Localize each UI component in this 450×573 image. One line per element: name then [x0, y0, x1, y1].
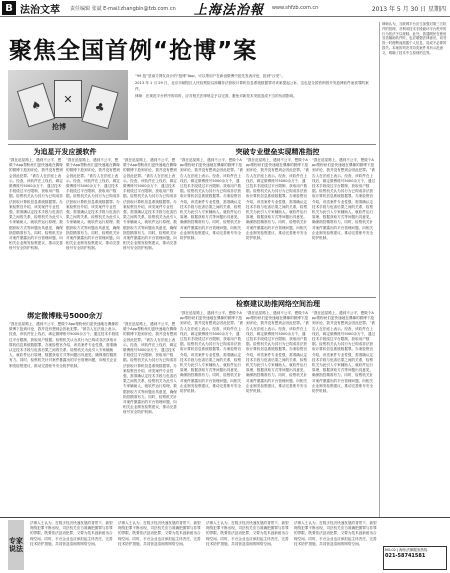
body-column: “我在追星路上，遇到不公平，想做个App帮粉丝们更快速地在偶像的微博下抢到评论，我并没有想到会因此犯罪。”被告人在法庭上表示。经查，该软件在上线后，绑定微博账号5000余万个，通过技术手段绕过平台限制，获取用户数据。检察机关认为其行为已构成非法获取计算机信息系统数据罪。办案检察官介绍，该类案件专业性强，需准确认定技术手段与危害后果之间的关系，检察机关为此引入专家辅助人，就软件运行原理、数据获取方式等问题出具意见，确保指控精准有力。同时，检察机关针对案件暴露出的平台管理问题，向相关企业制发检察建议，推动完善账号安全防护机制。: [123, 322, 177, 415]
article-title: 聚焦全国首例“抢博”案: [9, 38, 258, 64]
expert-label: 说法: [9, 545, 23, 553]
body-column: “我在追星路上，遇到不公平，想做个App帮粉丝们更快速地在偶像的微博下抢到评论，我并没有想到会因此犯罪。”被告人在法庭上表示。经查，该软件在上线后，绑定微博账号5000余万个，通过技术手段绕过平台限制，获取用户数据。检察机关认为其行为已构成非法获取计算机信息系统数据罪。办案检察官介绍，该类案件专业性强，需准确认定技术手段与危害后果之间的关系，检察机关为此引入专家辅助人，就软件运行原理、数据获取方式等问题出具意见，确保指控精准有力。同时，检察机关针对案件暴露出的平台管理问题，向相关企业制发检察建议，推动完善账号安全防护机制。: [246, 311, 309, 394]
lead-paragraph: “99 抢”是南方网友设计的“抢博”App，可以帮用户在新浪微博中抢先发表评论，抢到“沙发”。: [135, 74, 285, 78]
edition-badge: B: [2, 1, 16, 15]
body-column: “我在追星路上，遇到不公平，想做个App帮粉丝们更快速地在偶像的微博下抢到评论，我并没有想到会因此犯罪。”被告人在法庭上表示。经查，该软件在上线后，绑定微博账号5000余万个，通过技术手段绕过平台限制，获取用户数据。检察机关认为其行为已构成非法获取计算机信息系统数据罪。办案检察官介绍，该类案件专业性强，需准确认定技术手段与危害后果之间的关系，检察机关为此引入专家辅助人，就软件运行原理、数据获取方式等问题出具意见，确保指控精准有力。同时，检察机关针对案件暴露出的平台管理问题，向相关企业制发检察建议，推动完善账号安全防护机制。: [66, 158, 120, 251]
body-column: “我在追星路上，遇到不公平，想做个App帮粉丝们更快速地在偶像的微博下抢到评论，我并没有想到会因此犯罪。”被告人在法庭上表示。经查，该软件在上线后，绑定微博账号5000余万个，通过技术手段绕过平台限制，获取用户数据。检察机关认为其行为已构成非法获取计算机信息系统数据罪。办案检察官介绍，该类案件专业性强，需准确认定技术手段与危害后果之间的关系，检察机关为此引入专家辅助人，就软件运行原理、数据获取方式等问题出具意见，确保指控精准有力。同时，检察机关针对案件暴露出的平台管理问题，向相关企业制发检察建议，推动完善账号安全防护机制。: [9, 322, 119, 368]
expert-label: 专家: [9, 537, 23, 545]
issue-date: 2013 年 5 月 30 日 星期四: [371, 5, 446, 13]
section-title: 突破专业壁垒实现精准指控: [235, 148, 320, 156]
lead-paragraph: 律师：在规范平台秩序的同时，应对相关法律规定予以完善，避免对新技术发展造成不当的负面影响。: [135, 94, 297, 98]
right-column: [382, 22, 448, 517]
body-column: “我在追星路上，遇到不公平，想做个App帮粉丝们更快速地在偶像的微博下抢到评论，我并没有想到会因此犯罪。”被告人在法庭上表示。经查，该软件在上线后，绑定微博账号5000余万个，通过技术手段绕过平台限制，获取用户数据。检察机关认为其行为已构成非法获取计算机信息系统数据罪。办案检察官介绍，该类案件专业性强，需准确认定技术手段与危害后果之间的关系，检察机关为此引入专家辅助人，就软件运行原理、数据获取方式等问题出具意见，确保指控精准有力。同时，检察机关针对案件暴露出的平台管理问题，向相关企业制发检察建议，推动完善账号安全防护机制。: [312, 311, 376, 394]
masthead: 上海法治報: [193, 2, 264, 18]
article-illustration: [8, 70, 128, 140]
edition-name: 法治文萃: [20, 4, 60, 16]
body-column: “我在追星路上，遇到不公平，想做个App帮粉丝们更快速地在偶像的微博下抢到评论，我并没有想到会因此犯罪。”被告人在法庭上表示。经查，该软件在上线后，绑定微博账号5000余万个，通过技术手段绕过平台限制，获取用户数据。检察机关认为其行为已构成非法获取计算机信息系统数据罪。办案检察官介绍，该类案件专业性强，需准确认定技术手段与危害后果之间的关系，检察机关为此引入专家辅助人，就软件运行原理、数据获取方式等问题出具意见，确保指控精准有力。同时，检察机关针对案件暴露出的平台管理问题，向相关企业制发检察建议，推动完善账号安全防护机制。: [180, 158, 243, 241]
commentary-column: 法律人士认为，在数字经济快速发展的背景下，新型网络犯罪不断出现，司法机关应当准确把握罪与非罪的界限，既要依法惩治犯罪，又要为技术创新留出合理空间。同时，平台企业也应承担起主体责任，完善技术防护措施，共同营造清朗的网络空间。: [206, 521, 289, 546]
body-column: “我在追星路上，遇到不公平，想做个App帮粉丝们更快速地在偶像的微博下抢到评论，我并没有想到会因此犯罪。”被告人在法庭上表示。经查，该软件在上线后，绑定微博账号5000余万个，通过技术手段绕过平台限制，获取用户数据。检察机关认为其行为已构成非法获取计算机信息系统数据罪。办案检察官介绍，该类案件专业性强，需准确认定技术手段与危害后果之间的关系，检察机关为此引入专家辅助人，就软件运行原理、数据获取方式等问题出具意见，确保指控精准有力。同时，检察机关针对案件暴露出的平台管理问题，向相关企业制发检察建议，推动完善账号安全防护机制。: [312, 158, 376, 241]
section-rule: [180, 297, 376, 298]
section-title: 为追星开发应援软件: [33, 148, 97, 156]
page-header: [0, 0, 450, 17]
card-icon: ♣: [81, 85, 118, 129]
masthead-url: www.shfzb.com.cn: [271, 5, 319, 11]
ad-line: NO.02 | 海东法律服务热线: [385, 548, 428, 552]
commentary-column: 法律人士认为，在数字经济快速发展的背景下，新型网络犯罪不断出现，司法机关应当准确把握罪与非罪的界限，既要依法惩治犯罪，又要为技术创新留出合理空间。同时，平台企业也应承担起主体责任，完善技术防护措施，共同营造清朗的网络空间。: [30, 521, 113, 546]
article-lead: [135, 73, 375, 100]
hotline-ad: [383, 546, 447, 570]
body-column: “我在追星路上，遇到不公平，想做个App帮粉丝们更快速地在偶像的微博下抢到评论，我并没有想到会因此犯罪。”被告人在法庭上表示。经查，该软件在上线后，绑定微博账号5000余万个，通过技术手段绕过平台限制，获取用户数据。检察机关认为其行为已构成非法获取计算机信息系统数据罪。办案检察官介绍，该类案件专业性强，需准确认定技术手段与危害后果之间的关系，检察机关为此引入专家辅助人，就软件运行原理、数据获取方式等问题出具意见，确保指控精准有力。同时，检察机关针对案件暴露出的平台管理问题，向相关企业制发检察建议，推动完善账号安全防护机制。: [123, 158, 177, 251]
section-title: 绑定微博账号5000余万: [27, 312, 103, 320]
card-icon: ♠: [17, 83, 55, 128]
body-column: “我在追星路上，遇到不公平，想做个App帮粉丝们更快速地在偶像的微博下抢到评论，我并没有想到会因此犯罪。”被告人在法庭上表示。经查，该软件在上线后，绑定微博账号5000余万个，通过技术手段绕过平台限制，获取用户数据。检察机关认为其行为已构成非法获取计算机信息系统数据罪。办案检察官介绍，该类案件专业性强，需准确认定技术手段与危害后果之间的关系，检察机关为此引入专家辅助人，就软件运行原理、数据获取方式等问题出具意见，确保指控精准有力。同时，检察机关针对案件暴露出的平台管理问题，向相关企业制发检察建议，推动完善账号安全防护机制。: [180, 311, 243, 394]
column-divider: [379, 22, 380, 517]
lead-paragraph: 2013 年 1 月 29 日，北京市朝阳区人民检察院以涉嫌非法获取计算机信息系统数据罪对该案提起公诉，这也是全国首例因开发抢博软件而获罪的案件。: [135, 81, 369, 91]
commentary-column: 法律人士认为，在数字经济快速发展的背景下，新型网络犯罪不断出现，司法机关应当准确把握罪与非罪的界限，既要依法惩治犯罪，又要为技术创新留出合理空间。同时，平台企业也应承担起主体责任，完善技术防护措施，共同营造清朗的网络空间。: [118, 521, 201, 546]
commentary-column: 法律人士认为，在数字经济快速发展的背景下，新型网络犯罪不断出现，司法机关应当准确把握罪与非罪的界限，既要依法惩治犯罪，又要为技术创新留出合理空间。同时，平台企业也应承担起主体责任，完善技术防护措施，共同营造清朗的网络空间。: [294, 521, 377, 546]
expert-commentary-label: [8, 520, 24, 570]
card-icon: ✕: [54, 80, 82, 118]
section-rule: [8, 144, 376, 145]
section-title: 检察建议助推网络空间治理: [236, 300, 320, 308]
editor-line: 责任编辑 张斌 E-mail:zhangbin@fzb.com.cn: [70, 5, 176, 12]
right-column-text: 律师认为，互联网平台应当加强对第三方软件的管理，对利用技术手段破坏平台秩序的行为依法予以规制。此外，普通网民在使用各类辅助软件时，也应增强法律意识，切勿因一时便利而泄露个人信息，造成不必要的损失。本案的判决对同类案件具有示范意义，明确了技术中立原则的边界。: [382, 22, 447, 55]
body-column: “我在追星路上，遇到不公平，想做个App帮粉丝们更快速地在偶像的微博下抢到评论，我并没有想到会因此犯罪。”被告人在法庭上表示。经查，该软件在上线后，绑定微博账号5000余万个，通过技术手段绕过平台限制，获取用户数据。检察机关认为其行为已构成非法获取计算机信息系统数据罪。办案检察官介绍，该类案件专业性强，需准确认定技术手段与危害后果之间的关系，检察机关为此引入专家辅助人，就软件运行原理、数据获取方式等问题出具意见，确保指控精准有力。同时，检察机关针对案件暴露出的平台管理问题，向相关企业制发检察建议，推动完善账号安全防护机制。: [9, 158, 63, 251]
body-column: “我在追星路上，遇到不公平，想做个App帮粉丝们更快速地在偶像的微博下抢到评论，我并没有想到会因此犯罪。”被告人在法庭上表示。经查，该软件在上线后，绑定微博账号5000余万个，通过技术手段绕过平台限制，获取用户数据。检察机关认为其行为已构成非法获取计算机信息系统数据罪。办案检察官介绍，该类案件专业性强，需准确认定技术手段与危害后果之间的关系，检察机关为此引入专家辅助人，就软件运行原理、数据获取方式等问题出具意见，确保指控精准有力。同时，检察机关针对案件暴露出的平台管理问题，向相关企业制发检察建议，推动完善账号安全防护机制。: [246, 158, 309, 241]
illustration-label: 抢博: [52, 123, 66, 131]
ad-phone: 021-58741581: [385, 553, 426, 559]
